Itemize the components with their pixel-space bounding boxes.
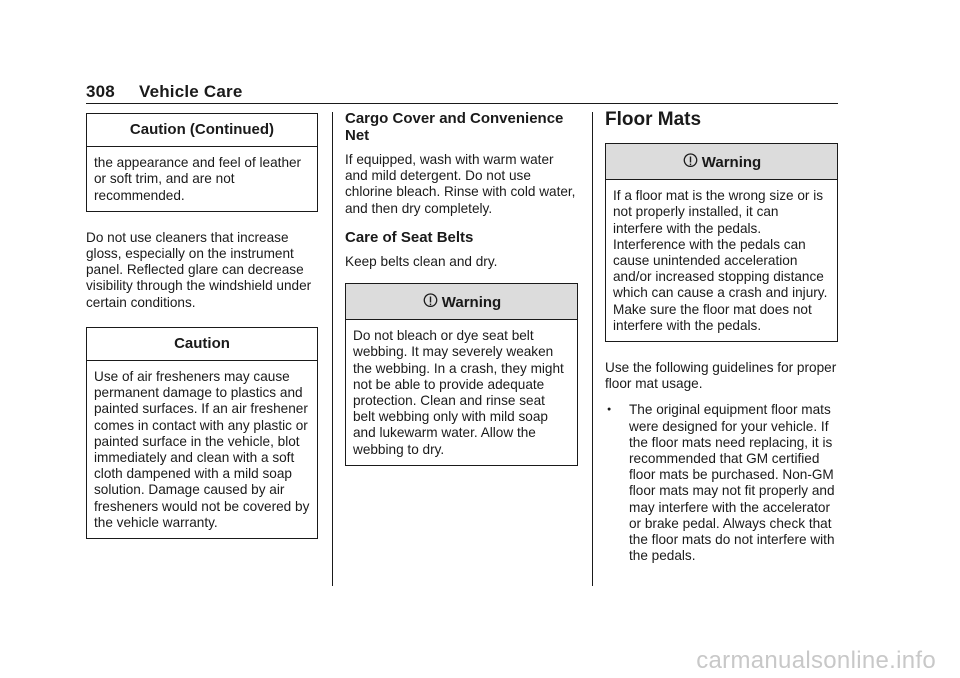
floor-mat-warning-text: If a floor mat is the wrong size or is not properly installed, it can interfere with the pedals. Interference with the pedals can cause unintended acceleration and/or increased stopping distance which can cause a crash and injury. Make sure the floor mat does not interfere with the pedals. xyxy=(613,188,828,333)
floor-mat-intro: Use the following guidelines for proper floor mat usage. xyxy=(605,360,837,392)
page-title: Vehicle Care xyxy=(138,82,243,101)
column-1 xyxy=(86,113,318,539)
bullet-text: The original equipment floor mats were designed for your vehicle. If the floor mats need replacing, it is recommended that GM certified floor mats be purchased. Non-GM floor mats may not fit properly and may interfere with the accelerator or brake pedal. Always check that the floor mats do not interfere with the pedals. xyxy=(629,402,835,564)
seat-belts-heading: Care of Seat Belts xyxy=(345,228,474,246)
seat-belt-warning-text: Do not bleach or dye seat belt webbing. It may severely weaken the webbing. In a crash, they might not be able to provide adequate protection. Clean and rinse seat belt webbing only with mild soap and lukewarm water. Allow the webbing to dry. xyxy=(353,328,564,457)
cleaner-gloss-paragraph: Do not use cleaners that increase gloss, especially on the instrument panel. Reflected glare can decrease visibility through the windshield under certain conditions. xyxy=(86,229,312,310)
caution-box xyxy=(86,327,318,539)
column-divider-left xyxy=(332,112,333,586)
list-item xyxy=(605,402,838,564)
column-3 xyxy=(605,109,838,564)
header-rule xyxy=(86,103,838,104)
cargo-cover-heading: Cargo Cover and Convenience Net xyxy=(345,110,564,144)
floor-mat-warning-box xyxy=(605,143,838,342)
page-header xyxy=(86,82,243,102)
caution-continued-title: Caution (Continued) xyxy=(87,114,317,147)
caution-text: Use of air fresheners may cause permanent damage to plastics and painted surfaces. If an air freshener comes in contact with any plastic or painted surface in the vehicle, blot immediately and clean with a soft cloth dampened with a mild soap solution. Damage caused by air fresheners would not be covered by the vehicle warranty. xyxy=(94,369,310,530)
page-number: 308 xyxy=(86,82,115,101)
floor-mats-heading: Floor Mats xyxy=(605,109,702,130)
caution-title: Caution xyxy=(87,328,317,361)
warning-icon xyxy=(422,292,439,309)
bullet-marker: ● xyxy=(607,406,612,414)
seat-belt-warning-header xyxy=(346,284,577,320)
caution-continued-text: the appearance and feel of leather or soft trim, and are not recommended. xyxy=(94,155,302,203)
seat-belt-warning-title: Warning xyxy=(441,294,502,312)
column-2 xyxy=(345,110,578,466)
caution-continued-box xyxy=(86,113,318,212)
watermark xyxy=(0,647,960,675)
seat-belts-text: Keep belts clean and dry. xyxy=(345,253,498,269)
warning-icon xyxy=(682,152,699,169)
cargo-cover-text: If equipped, wash with warm water and mild detergent. Do not use chlorine bleach. Rinse with cold water, and then dry completely. xyxy=(345,152,576,216)
floor-mat-warning-title: Warning xyxy=(701,154,762,171)
column-divider-right xyxy=(592,112,593,586)
watermark-text: carmanualsonline.info xyxy=(696,647,936,674)
seat-belt-warning-box xyxy=(345,283,578,466)
floor-mat-warning-header xyxy=(606,144,837,180)
